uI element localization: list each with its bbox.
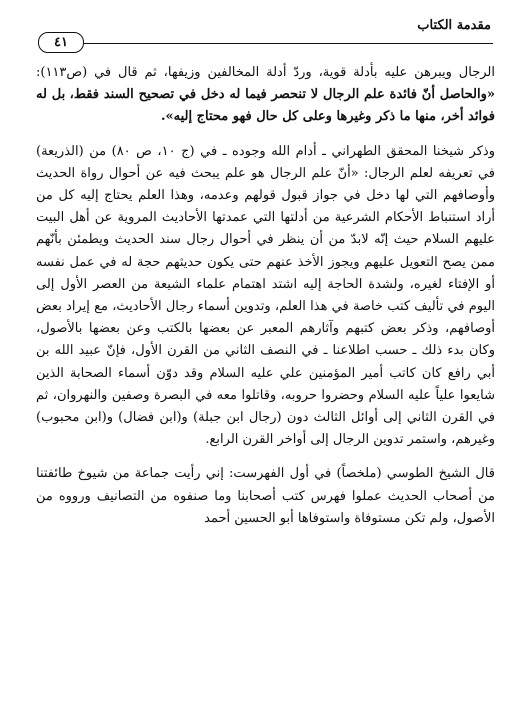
text-line: وآثارهم المعبر عن بعضها بالكتب وعن بعضها بالأصول، وكان بدء ذلك ـ حسب (36, 321, 495, 359)
text-line: وذكر شيخنا المحقق الطهراني ـ أدام الله وجوده ـ في (ج ١٠، ص ٨٠) من (89, 143, 495, 159)
page-header (38, 16, 493, 50)
text-line: علماء الشيعة من العصر الأول إلى اليوم في تأليف كتب خاصة في هذا العلم، (36, 276, 496, 315)
text-line: المروية عن أهل البيت عليهم السلام حيث إنّه لابدّ من أن ينظر في أحوال رجال سند (36, 210, 495, 248)
text-line: «والحاصل أنّ فائدة علم الرجال لا تنحصر فيما له دخل في تصحيح السند فقط، (69, 87, 496, 103)
text-line: (الذريعة) في تعريفه لعلم الرجال: «أنّ علم الرجال هو علم يبحث فيه عن أحوال (36, 143, 495, 181)
text-line: اطلاعنا ـ في النصف الثاني من القرن الأول، فإنّ عبيد الله بن أبي رافع كان كاتب (36, 343, 496, 381)
text-line: الرجال ويبرهن عليه بأدلة قوية، وردّ أدلة المخالفين وزيفها، ثم قال في (ص١١٣): (36, 65, 495, 80)
text-line: رواة الحديث وأوصافهم التي لها دخل في جواز قبول قولهم وعدمه، وهذا العلم (36, 165, 495, 204)
text-line: أمير المؤمنين علي عليه السلام وقد دوّن أسماء الصحابة الذين شايعوا علياً عليه السلام (36, 365, 496, 403)
text-line: التصانيف ورووه من الأصول، ولم تكن مستوفاة واستوفاها أبو الحسين أحمد (36, 488, 495, 526)
page-number: ٤١ (38, 32, 84, 53)
text-line: شيوخ طائفتنا من أصحاب الحديث عملوا فهرس كتب أصحابنا وما صنفوه من (36, 466, 495, 504)
text-line: يحتاج إليه كل من أراد استنباط الأحكام الشرعية من أدلتها التي عمدتها الأحاديث (36, 188, 495, 226)
paragraph (36, 141, 495, 452)
text-line: الحديث ويطمئن بأنّهم ممن يصح التعويل عليهم ويجوز الأخذ عنهم حتى يكون (36, 232, 495, 270)
text-line: حديثهم حجة له في عمل نفسه أو الإفتاء لغيره، ولشدة الحاجة إليه اشتد اهتمام (36, 254, 496, 292)
text-line: قال الشيخ الطوسي (ملخصاً) في أول الفهرست: إني رأيت جماعة من (112, 466, 495, 482)
text-line: وحضروا حروبه، وقاتلوا معه في البصرة وصفين والنهروان، ثم في القرن الثاني (36, 387, 496, 426)
text-line: وتدوين أسماء رجال الأحاديث، مع إيراد بعض أوصافهم، وذكر بعض كتبهم (36, 299, 495, 337)
paragraph (36, 62, 495, 129)
text-line: واستمر تدوين الرجال إلى أواخر القرن الرابع. (205, 432, 447, 448)
header-rule (58, 43, 493, 44)
text-line: إلى أوائل الثالث دون (رجال ابن جبلة) و(ابن فضال) و(ابن محبوب) وغيرهم، (36, 410, 495, 448)
running-title: مقدمة الكتاب (417, 18, 491, 33)
text-line: بل له فوائد أخر، منها ما ذكر وغيرها وعلى كل حال فهو محتاج إليه». (36, 87, 495, 125)
body-text (36, 62, 495, 530)
paragraph (36, 463, 495, 530)
